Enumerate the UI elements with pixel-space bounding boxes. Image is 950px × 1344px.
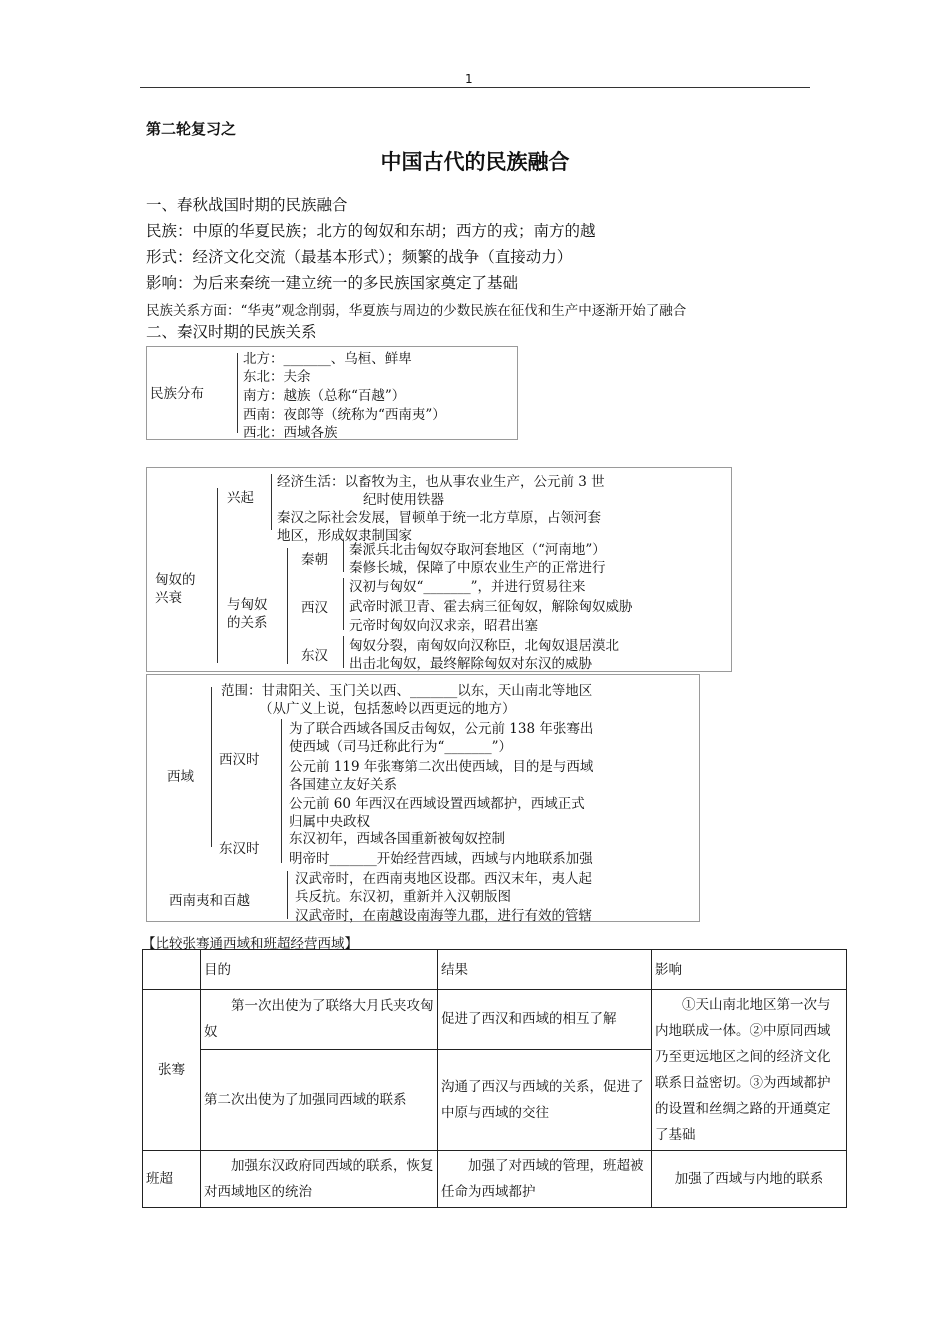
xiyu-xihan-line: 各国建立友好关系 — [289, 777, 397, 793]
table-cell: 促进了西汉和西域的相互了解 — [438, 990, 652, 1050]
xinan-brace — [287, 871, 288, 919]
donghan-brace — [343, 636, 344, 668]
table-caption: 【比较张骞通西域和班超经营西域】 — [142, 936, 358, 952]
header-rule — [140, 87, 810, 88]
xiyu-xihan-line: 公元前 119 年张骞第二次出使西域，目的是与西域 — [289, 759, 594, 775]
rise-line: 纪时使用铁器 — [363, 492, 444, 508]
xiongnu-diagram — [146, 467, 732, 672]
xiyu-xihan-line: 公元前 60 年西汉在西域设置西域都护，西域正式 — [289, 796, 585, 812]
xihan-label: 西汉 — [301, 600, 328, 616]
xihan-line: 元帝时匈奴向汉求亲，昭君出塞 — [349, 618, 538, 634]
row-label-banchao: 班超 — [143, 1151, 201, 1208]
distribution-brace — [237, 353, 238, 433]
section2-heading: 二、秦汉时期的民族关系 — [146, 323, 317, 341]
table-header-cell: 目的 — [201, 950, 438, 990]
section1-guanxi: 民族关系方面：“华夷”观念削弱，华夏族与周边的少数民族在征伐和生产中逐渐开始了融合 — [146, 303, 687, 319]
table-cell: 第一次出使为了联络大月氏夹攻匈奴 — [201, 990, 438, 1050]
qin-brace — [343, 540, 344, 572]
xiyu-donghan-line: 东汉初年，西域各国重新被匈奴控制 — [289, 831, 505, 847]
qin-label: 秦朝 — [301, 552, 328, 568]
xiyu-xihan-line: 为了联合西域各国反击匈奴，公元前 138 年张骞出 — [289, 721, 594, 737]
table-header-cell — [143, 950, 201, 990]
table-cell-impact: ①天山南北地区第一次与内地联成一体。②中原同西域乃至更远地区之间的经济文化联系日益密切。③为西域都护的设置和丝绸之路的开通奠定了基础 — [652, 990, 847, 1151]
xiyu-xihan-label: 西汉时 — [219, 752, 260, 768]
donghan-label: 东汉 — [301, 648, 328, 664]
xiongnu-root: 匈奴的 — [155, 572, 196, 588]
section1-yingxiang: 影响：为后来秦统一建立统一的多民族国家奠定了基础 — [146, 274, 519, 292]
rise-line: 秦汉之际社会发展，冒顿单于统一北方草原，占领河套 — [277, 510, 601, 526]
distribution-item: 北方：_______、乌桓、鲜卑 — [243, 351, 412, 367]
section1-minzu: 民族：中原的华夏民族；北方的匈奴和东胡；西方的戎；南方的越 — [146, 222, 596, 240]
table-row — [143, 990, 847, 1050]
xiyu-donghan-line: 明帝时_______开始经营西域，西域与内地联系加强 — [289, 851, 593, 867]
xiongnu-brace — [217, 488, 218, 663]
table-cell: 加强了对西域的管理，班超被任命为西域都护 — [438, 1151, 652, 1208]
rise-line: 地区，形成奴隶制国家 — [277, 528, 412, 544]
distribution-root: 民族分布 — [150, 386, 204, 402]
xinan-line: 汉武帝时，在西南夷地区设郡。西汉末年，夷人起 — [295, 871, 592, 887]
table-cell: 加强了西域与内地的联系 — [652, 1151, 847, 1208]
xihan-brace — [343, 578, 344, 630]
distribution-diagram — [146, 346, 518, 440]
xiyu-xihan-line: 使西域（司马迁称此行为“_______”） — [289, 739, 513, 755]
xiyu-donghan-brace — [281, 829, 282, 863]
page-title: 中国古代的民族融合 — [380, 149, 570, 174]
xiyu-donghan-label: 东汉时 — [219, 841, 260, 857]
xiyu-xihan-line: 归属中央政权 — [289, 814, 370, 830]
page-number: 1 — [465, 72, 473, 86]
xiongnu-relation-label: 的关系 — [227, 615, 268, 631]
rise-brace — [271, 474, 272, 530]
row-label-zhangqian: 张骞 — [143, 990, 201, 1151]
qin-line: 秦派兵北击匈奴夺取河套地区（“河南地”） — [349, 542, 606, 558]
xiongnu-root: 兴衰 — [155, 590, 182, 606]
xinan-line: 兵反抗。东汉初，重新并入汉朝版图 — [295, 889, 511, 905]
xiyu-xihan-brace — [281, 719, 282, 831]
xinan-label: 西南夷和百越 — [169, 893, 250, 909]
distribution-item: 南方：越族（总称“百越”） — [243, 388, 406, 404]
xinan-line: 汉武帝时，在南越设南海等九郡，进行有效的管辖 — [295, 908, 592, 924]
table-cell: 第二次出使为了加强同西域的联系 — [201, 1049, 438, 1150]
scope-line: 范围：甘肃阳关、玉门关以西、_______以东，天山南北等地区 — [221, 683, 593, 699]
xiyu-root: 西域 — [167, 769, 194, 785]
xihan-line: 汉初与匈奴“_______”，并进行贸易往来 — [349, 579, 586, 595]
table-header-cell: 结果 — [438, 950, 652, 990]
distribution-item: 东北：夫余 — [243, 369, 311, 385]
series-label: 第二轮复习之 — [146, 120, 237, 138]
xiongnu-rise-label: 兴起 — [227, 490, 254, 506]
distribution-item: 西北：西域各族 — [243, 425, 338, 441]
scope-line: （从广义上说，包括葱岭以西更远的地方） — [259, 701, 516, 717]
xiyu-diagram — [146, 674, 700, 922]
xiyu-brace — [211, 687, 212, 847]
donghan-line: 匈奴分裂，南匈奴向汉称臣，北匈奴退居漠北 — [349, 638, 619, 654]
table-cell: 沟通了西汉与西域的关系，促进了中原与西域的交往 — [438, 1049, 652, 1150]
table-header-cell: 影响 — [652, 950, 847, 990]
qin-line: 秦修长城，保障了中原农业生产的正常进行 — [349, 560, 606, 576]
distribution-item: 西南：夜郎等（统称为“西南夷”） — [243, 407, 446, 423]
xiongnu-relation-label: 与匈奴 — [227, 597, 268, 613]
section1-heading: 一、春秋战国时期的民族融合 — [146, 196, 348, 214]
table-header-row — [143, 950, 847, 990]
xihan-line: 武帝时派卫青、霍去病三征匈奴，解除匈奴威胁 — [349, 599, 633, 615]
table-row — [143, 1151, 847, 1208]
section1-xingshi: 形式：经济文化交流（最基本形式）；频繁的战争（直接动力） — [146, 248, 573, 266]
table-cell: 加强东汉政府同西域的联系，恢复对西域地区的统治 — [201, 1151, 438, 1208]
comparison-table — [142, 949, 847, 1208]
donghan-line: 出击北匈奴，最终解除匈奴对东汉的威胁 — [349, 656, 592, 672]
rise-line: 经济生活：以畜牧为主，也从事农业生产，公元前 3 世 — [277, 474, 605, 490]
relation-brace — [287, 548, 288, 664]
